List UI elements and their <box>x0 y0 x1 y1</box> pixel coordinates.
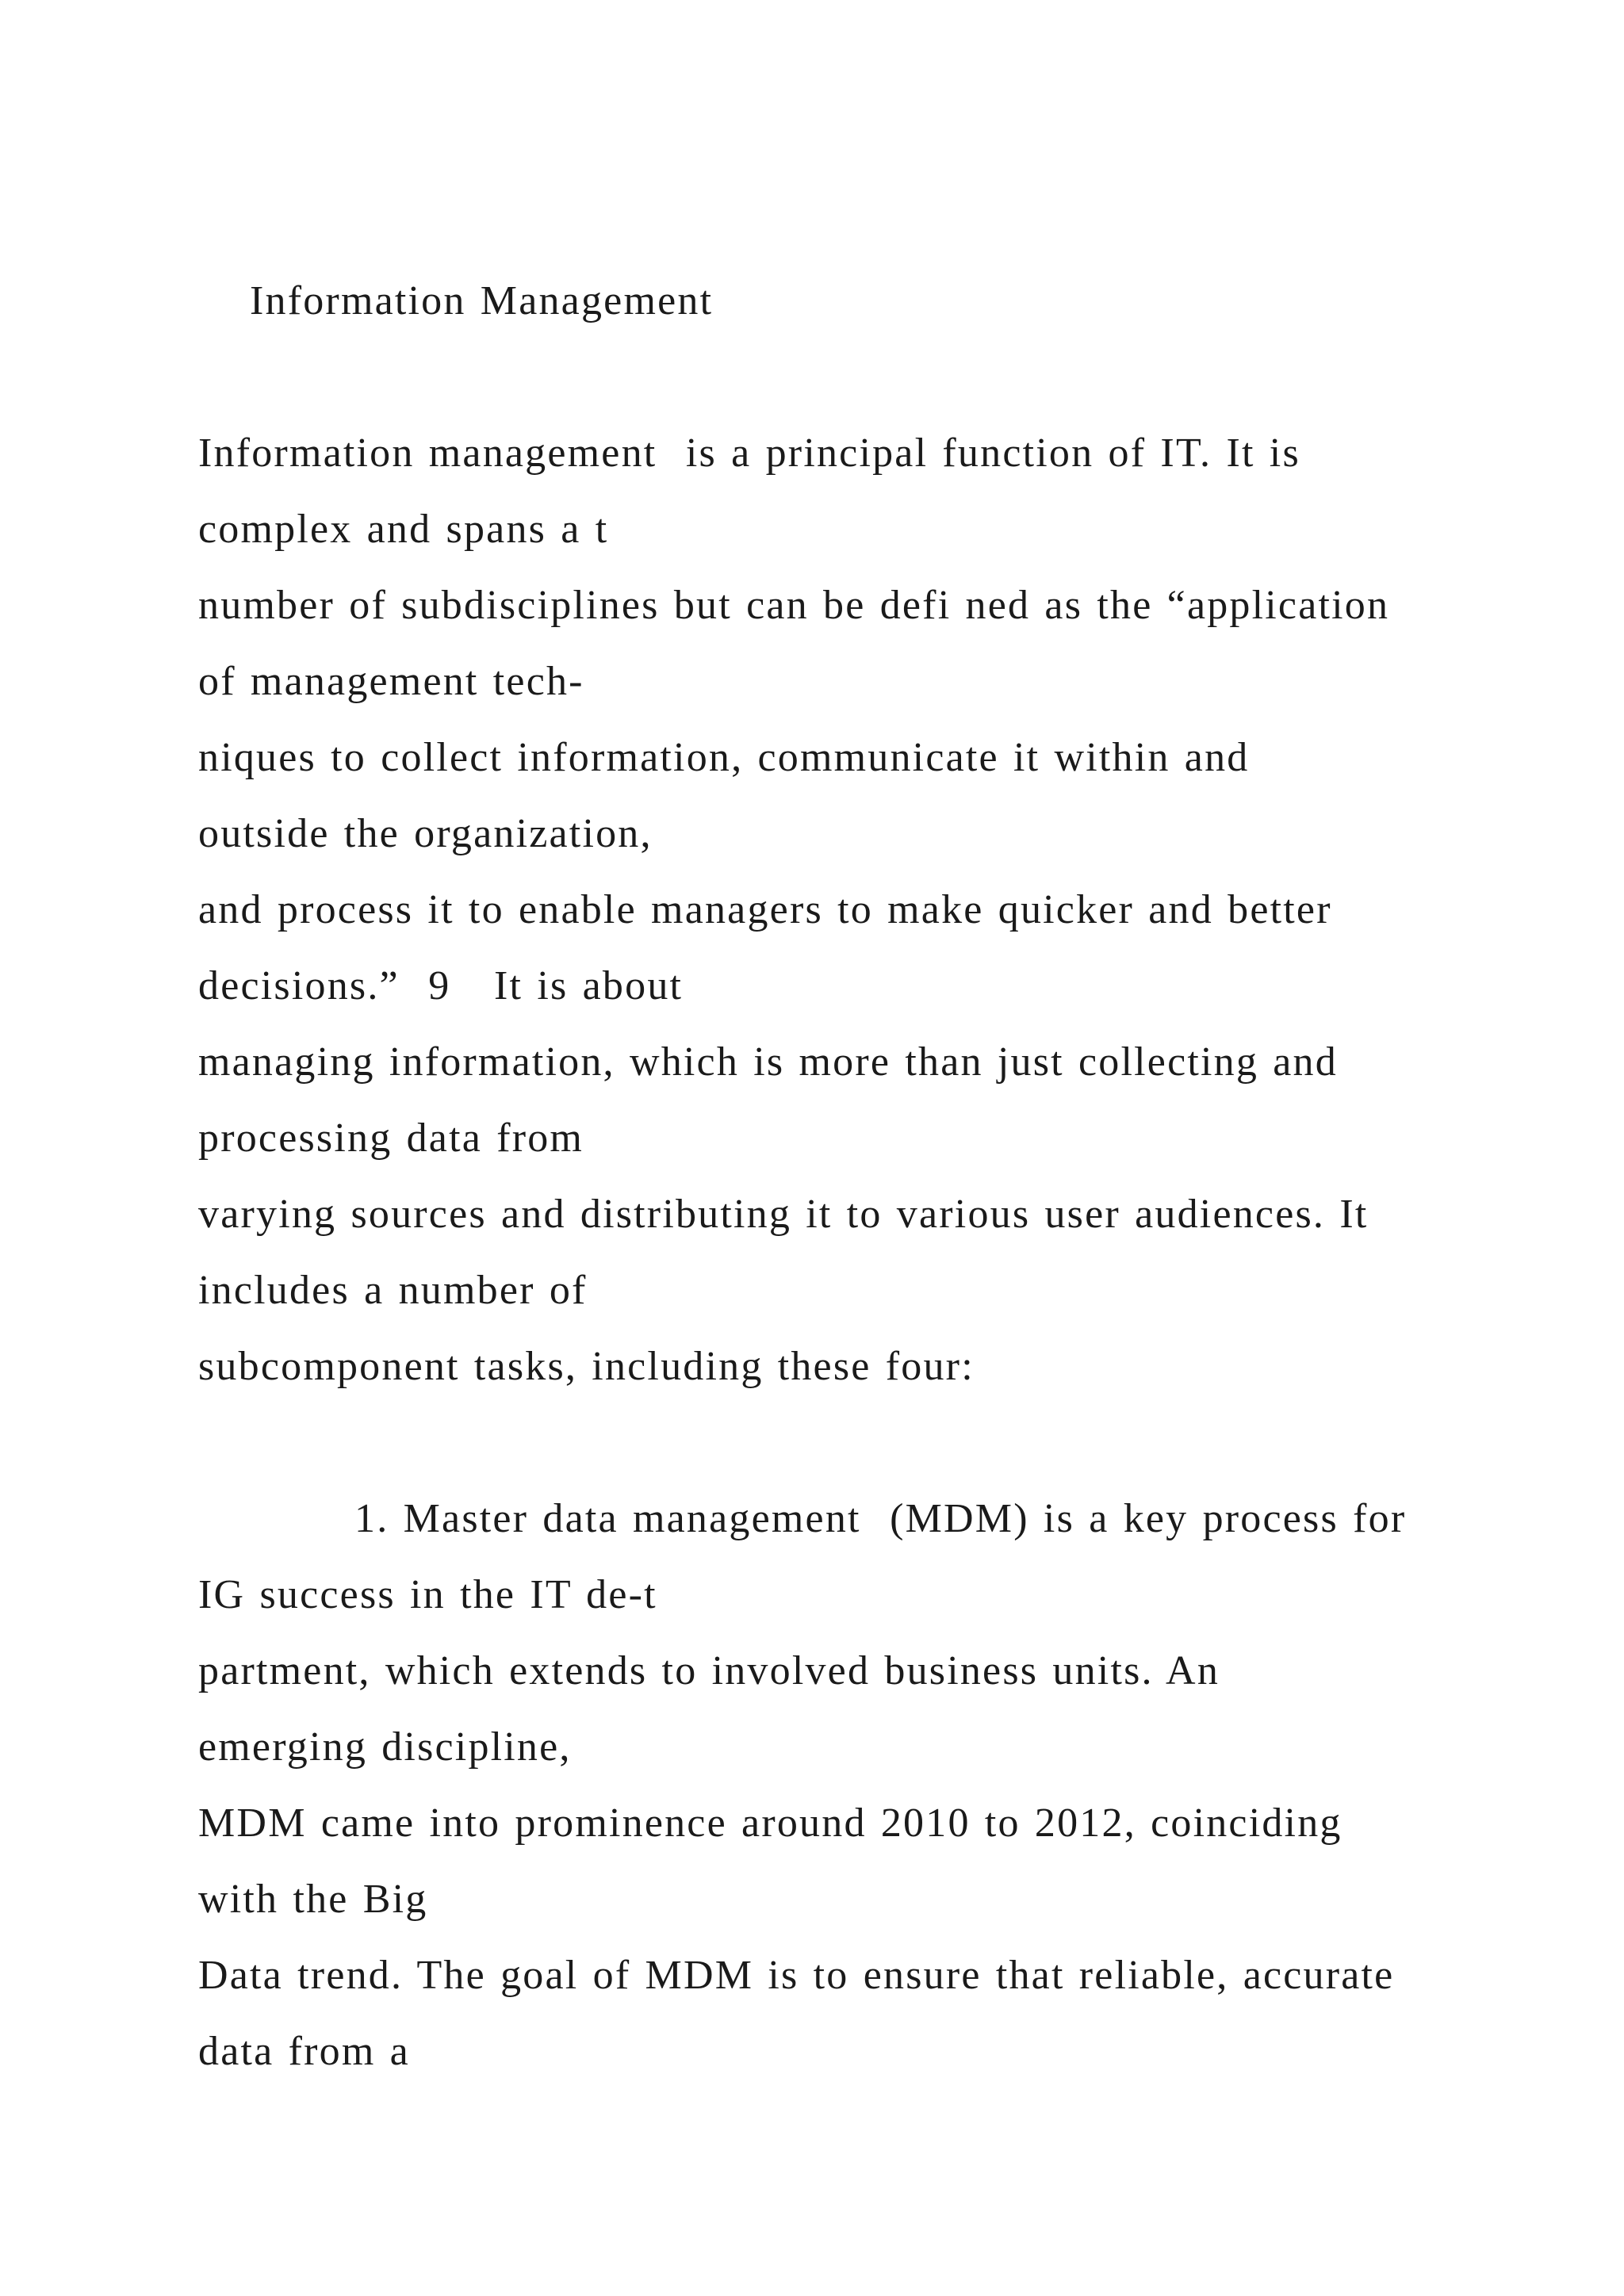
text-line: partment, which extends to involved business units. An <box>198 1648 1220 1693</box>
text-line: and process it to enable managers to make quicker and better <box>198 887 1332 932</box>
document-title: Information Management <box>250 278 714 323</box>
text-line: MDM came into prominence around 2010 to 2012, coinciding <box>198 1800 1342 1846</box>
text-line: subcomponent tasks, including these four: <box>198 1344 975 1389</box>
text-line: 1. Master data management (MDM) is a key process for <box>354 1496 1407 1541</box>
text-line: complex and spans a t <box>198 507 609 552</box>
text-line: niques to collect information, communicate it within and <box>198 735 1250 780</box>
text-line: number of subdisciplines but can be defi ned as the “application <box>198 583 1390 628</box>
text-line: Information management is a principal function of IT. It is <box>198 430 1300 476</box>
text-line: Data trend. The goal of MDM is to ensure that reliable, accurate <box>198 1953 1395 1998</box>
text-line: with the Big <box>198 1877 428 1922</box>
text-line: data from a <box>198 2029 410 2074</box>
text-line: varying sources and distributing it to various user audiences. It <box>198 1192 1369 1237</box>
text-line: includes a number of <box>198 1268 588 1313</box>
text-line: processing data from <box>198 1115 584 1161</box>
text-line: outside the organization, <box>198 811 653 856</box>
text-line: managing information, which is more than just collecting and <box>198 1039 1338 1085</box>
text-line: of management tech- <box>198 659 584 704</box>
text-line: decisions.” 9 It is about <box>198 963 684 1008</box>
text-line: IG success in the IT de-t <box>198 1572 657 1617</box>
text-line: emerging discipline, <box>198 1724 572 1770</box>
